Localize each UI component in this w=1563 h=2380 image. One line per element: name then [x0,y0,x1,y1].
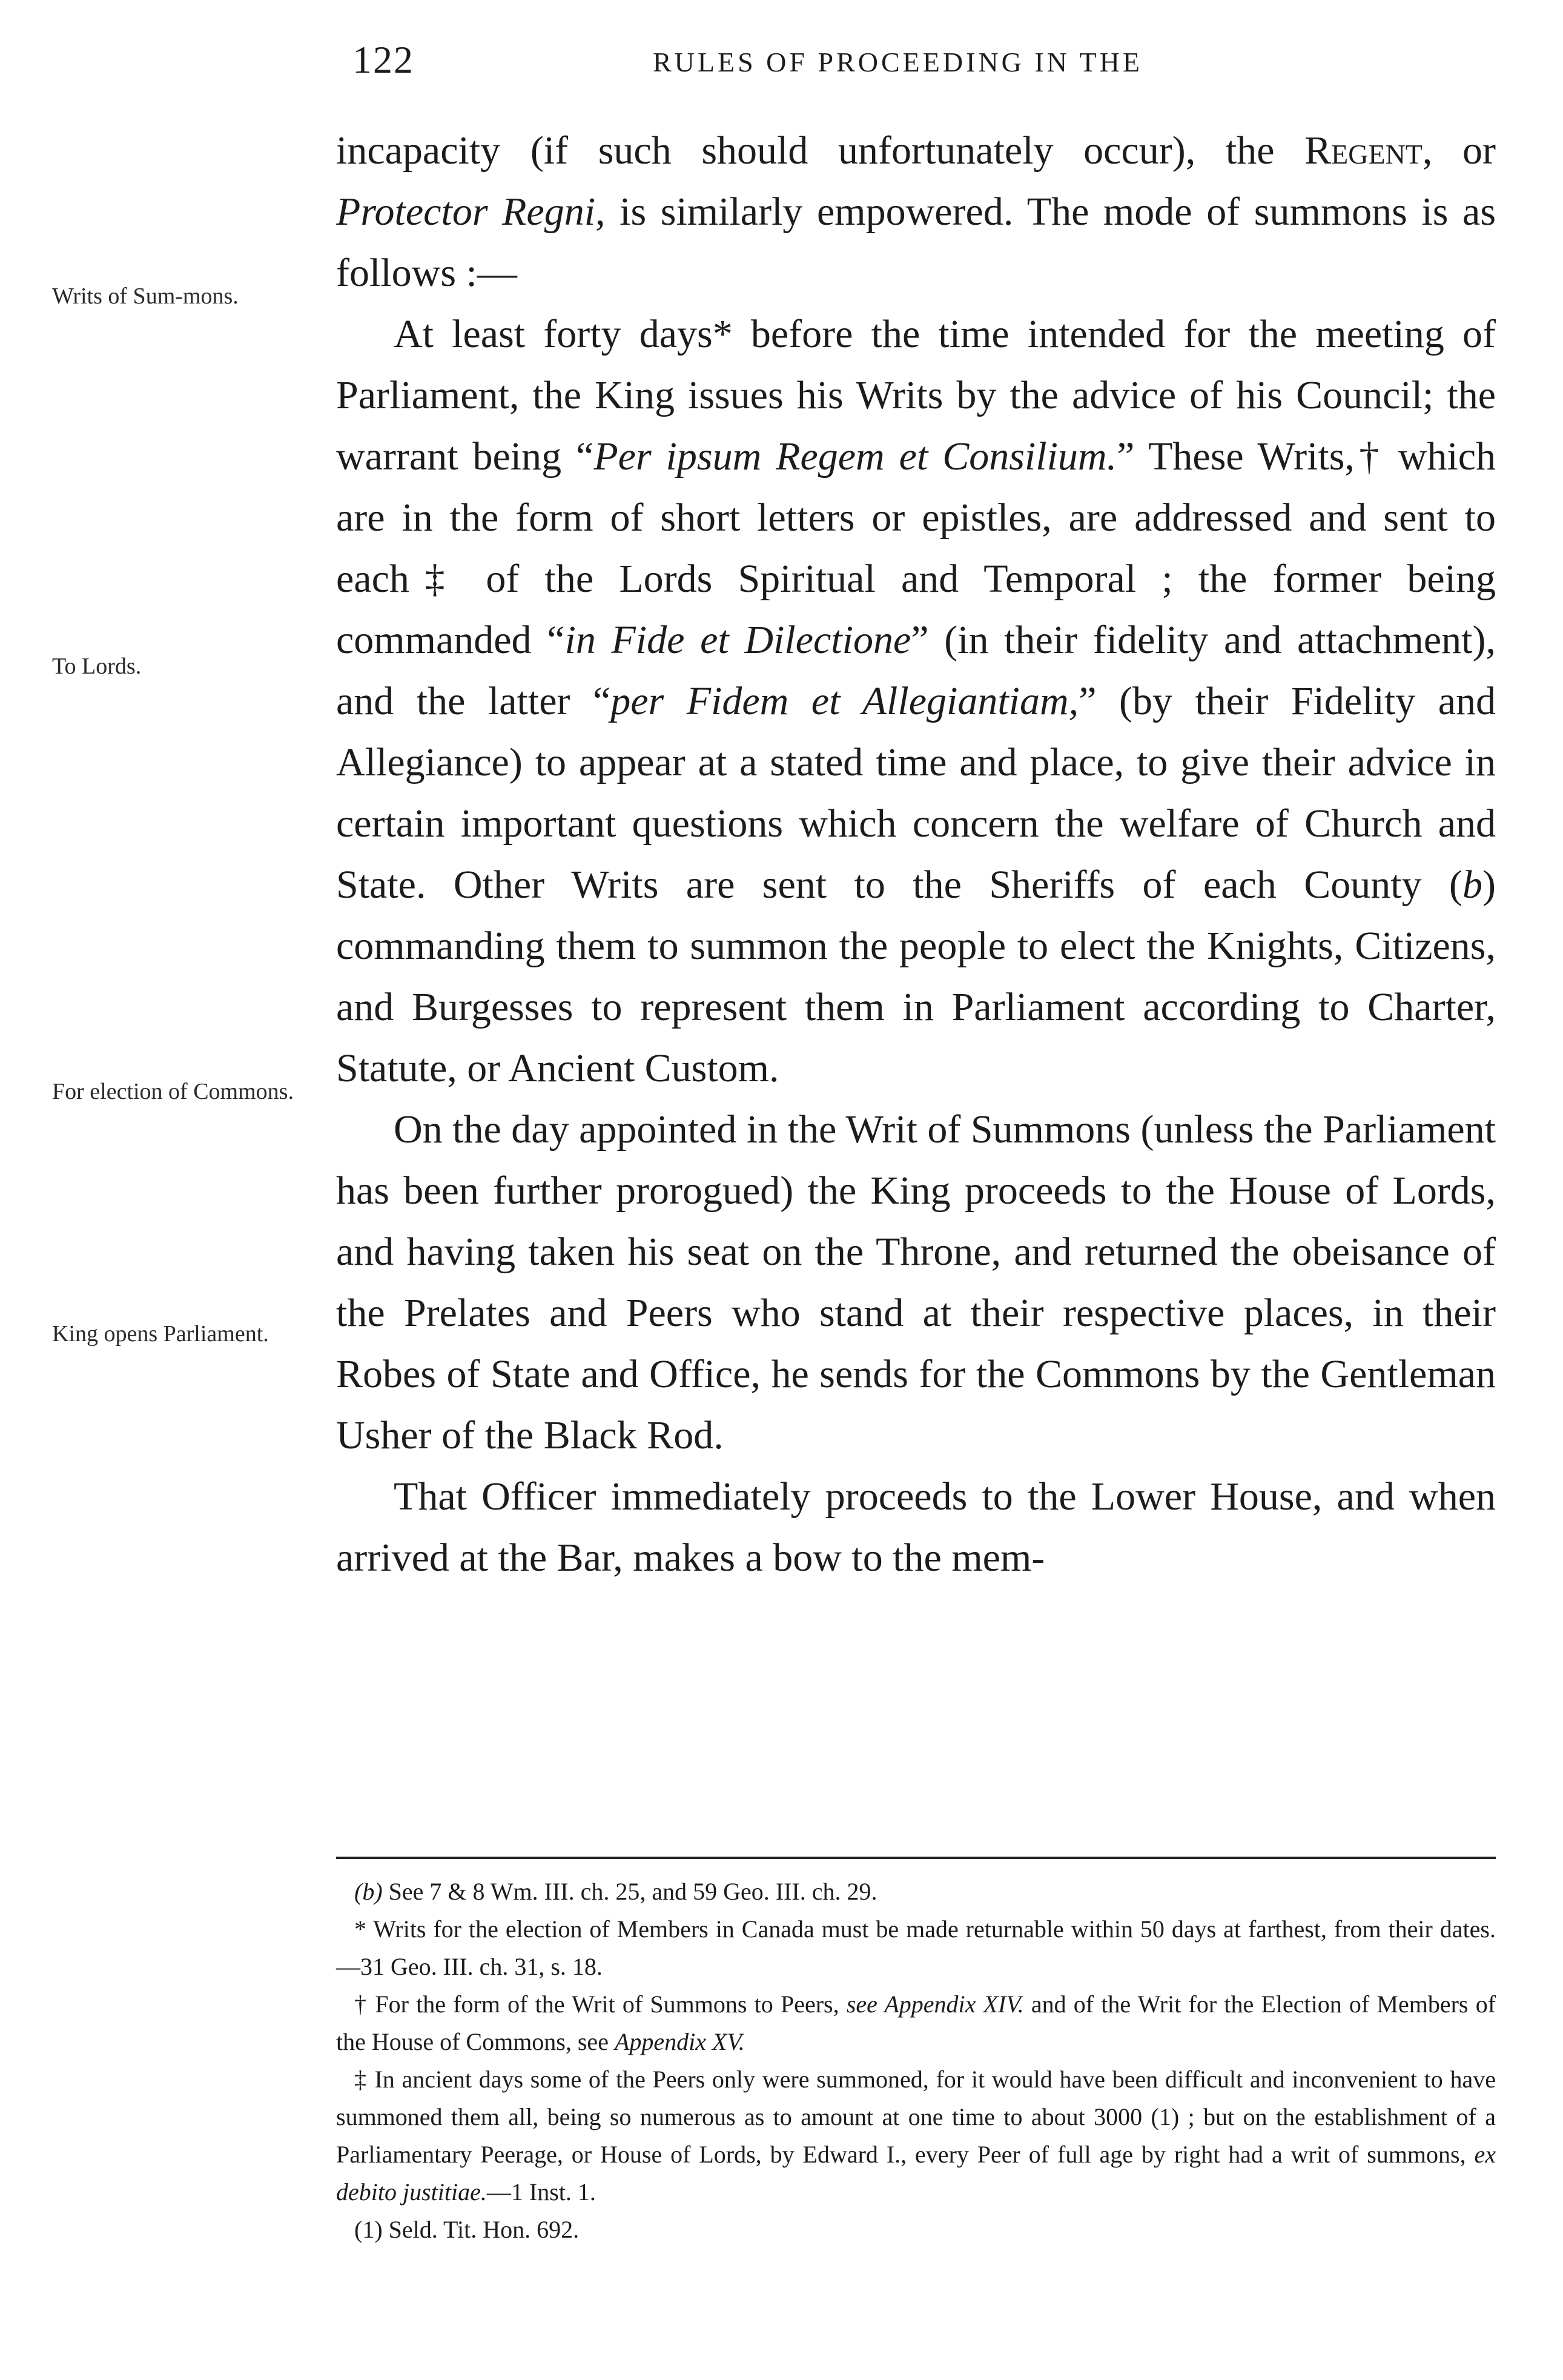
body-text [336,120,1496,1588]
paragraph-1: incapacity (if such should unfortunately occur), the Regent, or Protector Regni, is similarly empowered. The mode of summons is as follows :— [336,128,1496,295]
footnotes [336,1873,1496,2249]
margin-note-king-opens: King opens Parliament. [52,1321,269,1347]
page-number: 122 [352,38,414,81]
latin-phrase-3: per Fidem et Allegiantiam, [610,679,1079,723]
footnote-dagger: † For the form of the Writ of Summons to Peers, see Appendix XIV. and of the Writ for the Election of Members of the House of Commons, see Appendix XV. [336,1991,1496,2055]
protector-regni: Protector Regni [336,190,596,234]
margin-note-writs-of-summons: Writs of Sum-mons. [52,283,239,309]
footnote-double-dagger: ‡ In ancient days some of the Peers only were summoned, for it would have been difficult and inconvenient to have summoned them all, being so numerous as to amount at one time to about 3000 (1) ; but on the establishment of a Parliamentary Peerage, or House of Lords, by Edward I., every Peer of full age by right had a writ of summons, ex debito justitiae.—1 Inst. 1. [336,2066,1496,2206]
margin-note-for-election: For election of Commons. [52,1079,294,1104]
margin-note-to-lords: To Lords. [52,654,142,679]
paragraph-4: That Officer immediately proceeds to the Lower House, and when arrived at the Bar, makes a bow to the mem- [336,1474,1496,1580]
footnote-b: (b) See 7 & 8 Wm. III. ch. 25, and 59 Geo. III. ch. 29. [354,1878,877,1905]
footnote-ref-b: b [1462,863,1483,907]
regent-word: Regent [1304,128,1423,173]
paragraph-3: On the day appointed in the Writ of Summons (unless the Parliament has been further prorogued) the King proceeds to the House of Lords, and having taken his seat on the Throne, and returned the obeisance of the Prelates and Peers who stand at their respective places, in their Robes of State and Office, he sends for the Commons by the Gentleman Usher of the Black Rod. [336,1107,1496,1457]
footnote-1: (1) Seld. Tit. Hon. 692. [354,2216,580,2243]
latin-phrase-2: in Fide et Dilectione [564,618,911,662]
paragraph-2: At least forty days* before the time intended for the meeting of Parliament, the King issues his Writs by the advice of his Council; the warrant being “Per ipsum Regem et Consilium.” These Writs,† which are in the form of short letters or epistles, are addressed and sent to each‡ of the Lords Spiritual and Temporal ; the former being commanded “in Fide et Dilectione” (in their fidelity and attachment), and the latter “per Fidem et Allegiantiam,” (by their Fidelity and Allegiance) to appear at a stated time and place, to give their advice in certain important questions which concern the welfare of Church and State. Other Writs are sent to the Sheriffs of each County (b) commanding them to summon the people to elect the Knights, Citizens, and Burgesses to represent them in Parliament according to Charter, Statute, or Ancient Custom. [336,312,1496,1090]
footnote-star: * Writs for the election of Members in Canada must be made returnable within 50 days at farthest, from their dates.—31 Geo. III. ch. 31, s. 18. [336,1915,1496,1980]
latin-phrase-1: Per ipsum Regem et Consilium. [593,434,1117,479]
page-header [0,38,1563,92]
footnote-rule [336,1857,1496,1859]
running-head: RULES OF PROCEEDING IN THE [653,47,1143,78]
